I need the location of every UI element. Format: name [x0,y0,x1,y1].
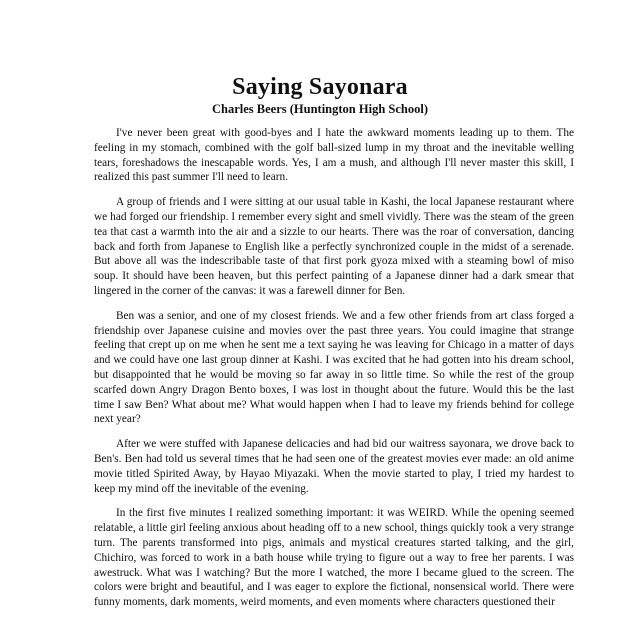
document-title: Saying Sayonara [232,74,408,100]
paragraph: In the first five minutes I realized something important: it was WEIRD. While the opening seemed relatable, a little girl feeling anxious about heading off to a new school, things quickly took a very strange turn. The parents transformed into pigs, animals and mystical creatures started talking, and the girl, Chichiro, was forced to work in a bath house while trying to figure out a way to free her parents. I was awestruck. What was I watching? But the more I watched, the more I became glued to the screen. The colors were bright and beautiful, and I was eager to explore the fictional, nonsensical world. There were funny moments, dark moments, weird moments, and even moments where characters questioned their [94,507,574,609]
document-body [94,126,574,620]
document-author: Charles Beers (Huntington High School) [212,102,428,116]
paragraph: Ben was a senior, and one of my closest friends. We and a few other friends from art class forged a friendship over Japanese cuisine and movies over the past three years. You could imagine that strange feeling that crept up on me when he sent me a text saying he was leaving for Chicago in a matter of days and we could have one last group dinner at Kashi. I was excited that he had gotten into his dream school, but disappointed that he would be moving so far away in so little time. So while the rest of the group scarfed down Angry Dragon Bento boxes, I was lost in thought about the future. Would this be the last time I saw Ben? What about me? What would happen when I had to leave my friends behind for college next year? [94,309,574,426]
paragraph: A group of friends and I were sitting at our usual table in Kashi, the local Japanese restaurant where we had forged our friendship. I remember every sight and smell vividly. There was the steam of the green tea that cast a warmth into the air and a sizzle to our hearts. There was the roar of conversation, dancing back and forth from Japanese to English like a perfectly synchronized couple in the midst of a serenade. But above all was the indescribable taste of that first pork gyoza mixed with a steaming bowl of miso soup. It should have been heaven, but this perfect painting of a Japanese dinner had a dark smear that lingered in the corner of the canvas: it was a farewell dinner for Ben. [94,196,574,297]
paragraph: I've never been great with good-byes and I hate the awkward moments leading up to them. The feeling in my stomach, combined with the golf ball-sized lump in my throat and the inevitable welling tears, foreshadows the inescapable words. Yes, I am a mush, and although I'll never master this skill, I realized this past summer I'll need to learn. [94,127,574,184]
paragraph: After we were stuffed with Japanese delicacies and had bid our waitress sayonara, we drove back to Ben's. Ben had told us several times that he had seen one of the greatest movies ever made: an old anime movie titled Spirited Away, by Hayao Miyazaki. When the movie started to play, I tried my hardest to keep my mind off the inevitable of the evening. [94,438,574,495]
